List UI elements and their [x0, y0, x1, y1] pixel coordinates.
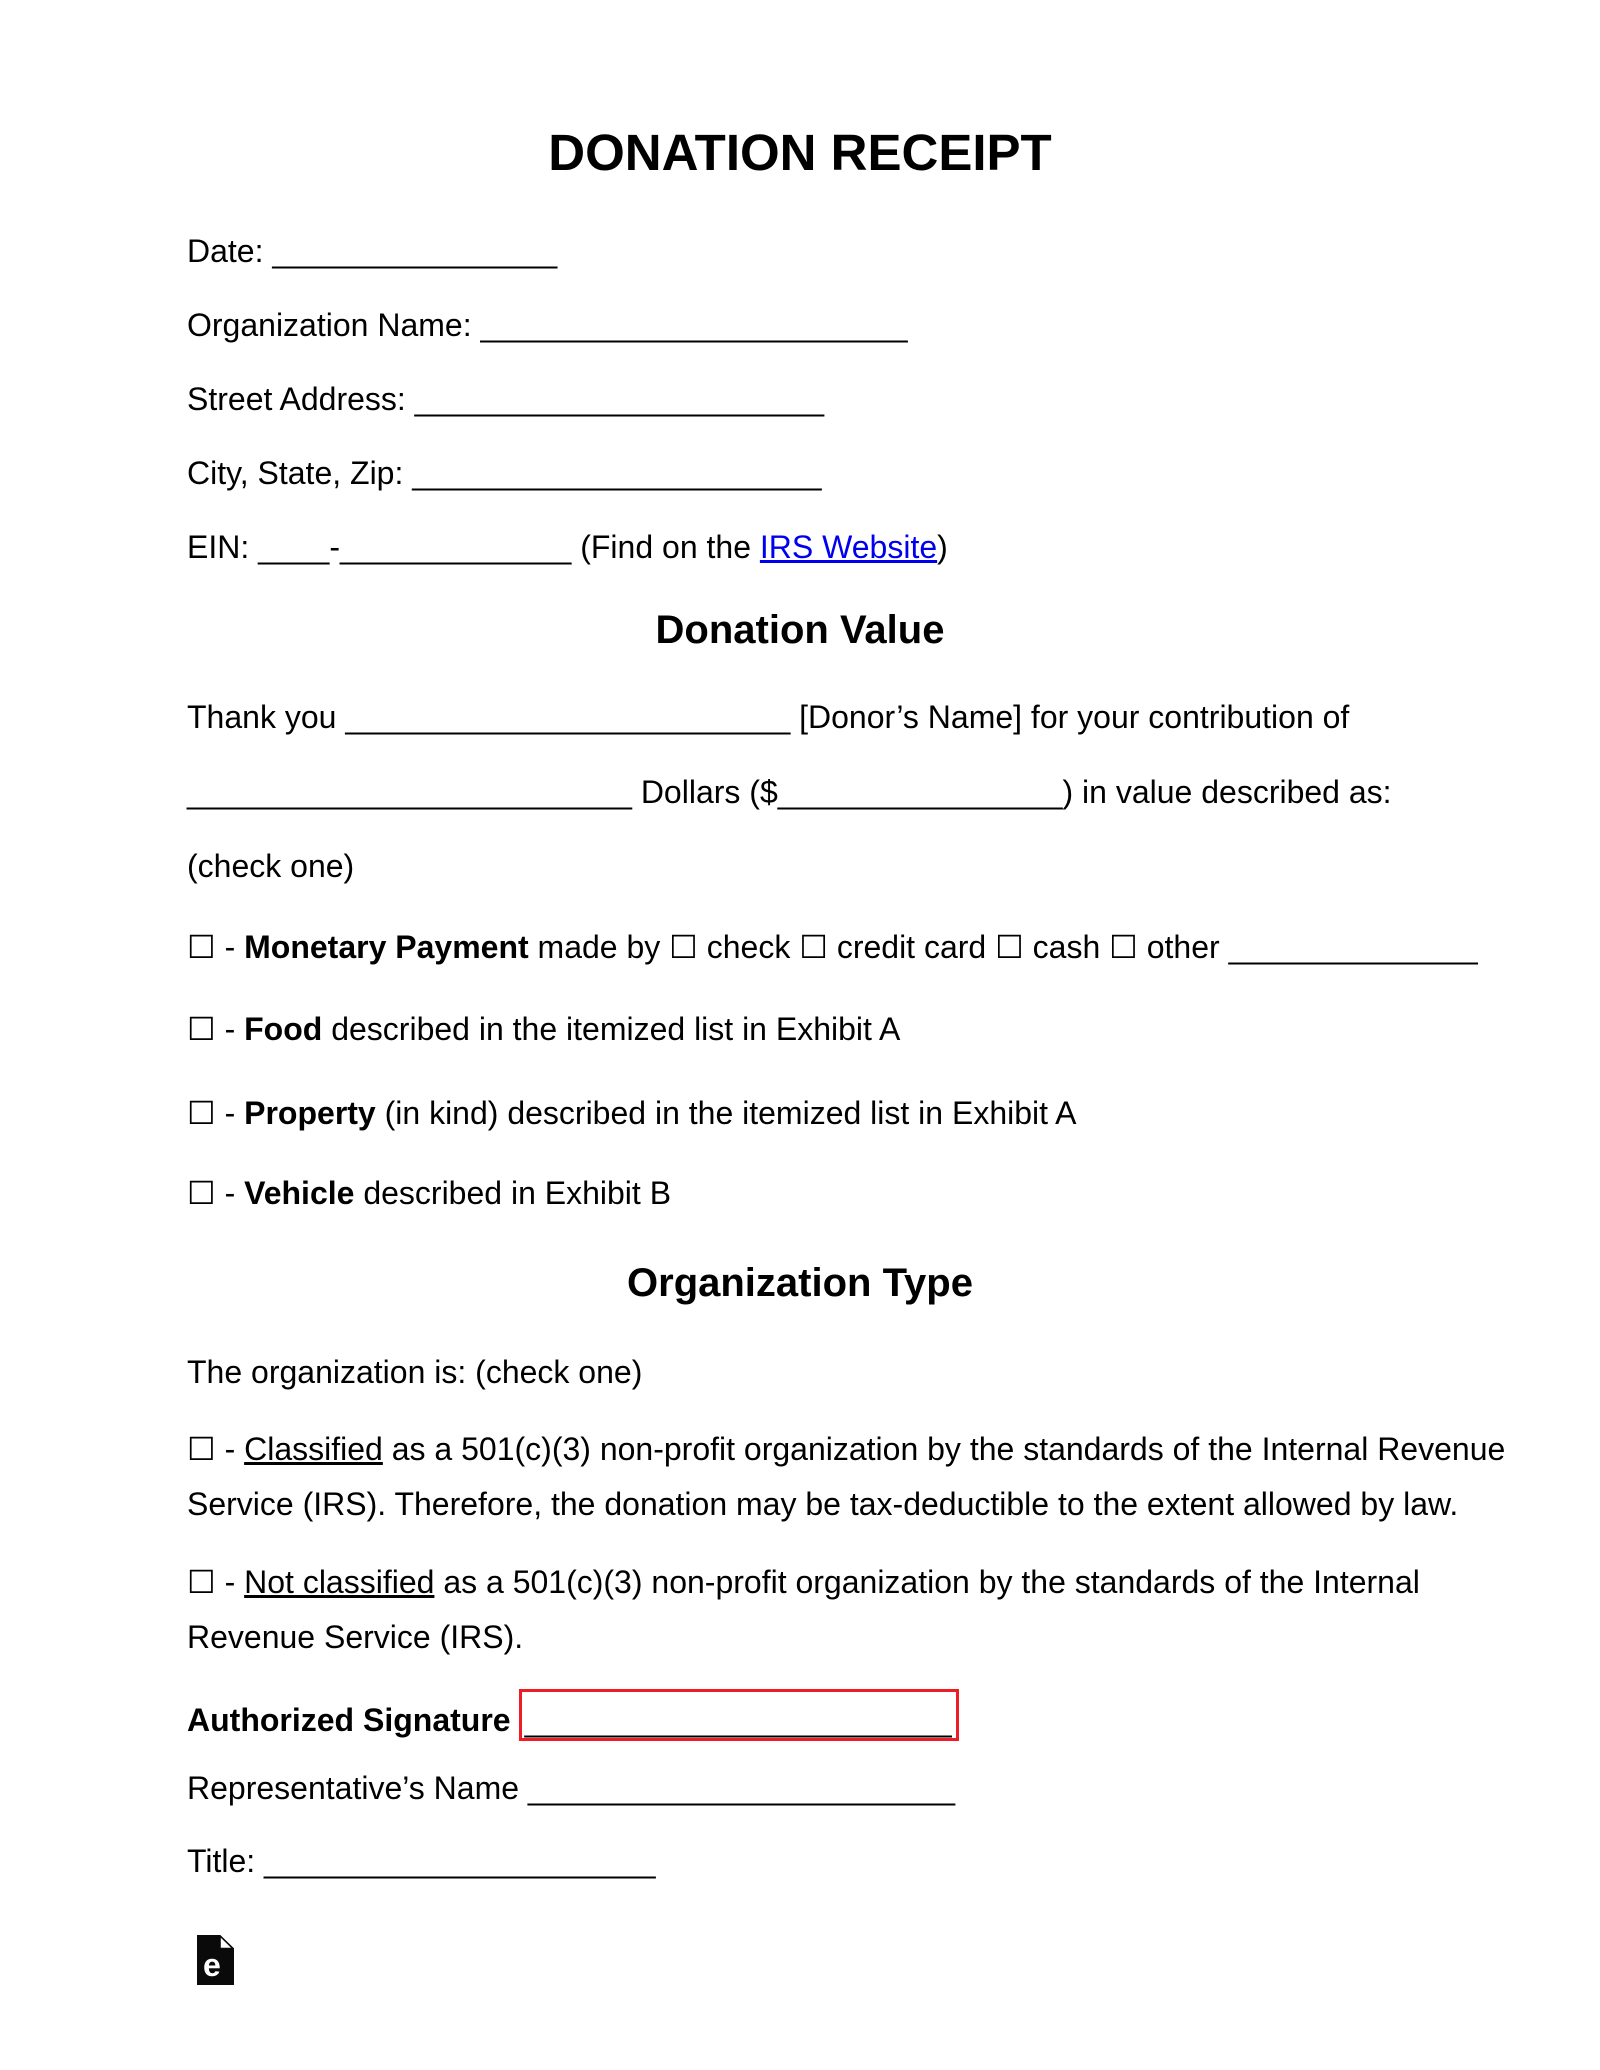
property-label: Property [244, 1095, 376, 1131]
food-checkbox-icon[interactable]: ☐ [187, 1010, 216, 1048]
ein-note-prefix: (Find on the [571, 529, 760, 565]
title-blank-field[interactable]: ______________________ [264, 1843, 656, 1879]
organization-is-line: The organization is: (check one) [187, 1354, 643, 1390]
classified-term: Classified [244, 1431, 383, 1467]
street-address-field-line [187, 372, 1413, 427]
eforms-logo-icon [197, 1935, 234, 1985]
logo-letter: e [203, 1947, 221, 1983]
classified-option-block [187, 1422, 1506, 1532]
made-by-text: made by [528, 929, 670, 965]
monetary-payment-label: Monetary Payment [244, 929, 529, 965]
vehicle-option-line [187, 1166, 1413, 1221]
street-address-blank-field[interactable]: _______________________ [414, 381, 824, 417]
amount-number-blank-field[interactable]: ________________ [777, 774, 1063, 810]
date-field-line [187, 224, 1413, 279]
organization-name-label: Organization Name: [187, 307, 481, 343]
cash-checkbox-icon[interactable]: ☐ [995, 928, 1024, 966]
date-label: Date: [187, 233, 273, 269]
vehicle-description: described in Exhibit B [354, 1175, 672, 1211]
ein-field-line [187, 520, 1413, 575]
credit-card-checkbox-icon[interactable]: ☐ [799, 928, 828, 966]
monetary-dash: - [215, 929, 245, 965]
property-checkbox-icon[interactable]: ☐ [187, 1094, 216, 1132]
amount-suffix-text: ) in value described as: [1062, 774, 1392, 810]
other-checkbox-icon[interactable]: ☐ [1109, 928, 1138, 966]
representative-name-label: Representative’s Name [187, 1770, 528, 1806]
thank-you-suffix: [Donor’s Name] for your contribution of [790, 699, 1350, 735]
property-description: (in kind) described in the itemized list in Exhibit A [375, 1095, 1077, 1131]
property-dash: - [215, 1095, 245, 1131]
other-label: other [1137, 929, 1229, 965]
monetary-payment-checkbox-icon[interactable]: ☐ [187, 928, 216, 966]
authorized-signature-label: Authorized Signature [187, 1702, 511, 1738]
logo-fold-corner [220, 1936, 233, 1949]
classified-option-line-2: Service (IRS). Therefore, the donation may be tax-deductible to the extent allowed by law. [187, 1486, 1459, 1522]
not-classified-checkbox-icon[interactable]: ☐ [187, 1563, 216, 1601]
organization-type-heading: Organization Type [627, 1261, 973, 1305]
organization-name-field-line [187, 298, 1413, 353]
not-classified-option-line-2: Revenue Service (IRS). [187, 1619, 524, 1655]
not-classified-text-line-1: as a 501(c)(3) non-profit organization by the standards of the Internal [434, 1564, 1420, 1600]
check-checkbox-icon[interactable]: ☐ [669, 928, 698, 966]
food-option-line [187, 1002, 1413, 1057]
classified-option-line-1 [187, 1422, 1506, 1477]
credit-card-label: credit card [827, 929, 996, 965]
check-label: check [697, 929, 800, 965]
title-field-line [187, 1834, 1413, 1889]
date-blank-field[interactable]: ________________ [272, 233, 558, 269]
property-option-line [187, 1086, 1413, 1141]
ein-hyphen: - [329, 529, 340, 565]
street-address-label: Street Address: [187, 381, 415, 417]
vehicle-checkbox-icon[interactable]: ☐ [187, 1174, 216, 1212]
title-label: Title: [187, 1843, 265, 1879]
cash-label: cash [1023, 929, 1110, 965]
city-state-zip-blank-field[interactable]: _______________________ [412, 455, 822, 491]
amount-words-blank-field[interactable]: _________________________ [187, 774, 632, 810]
city-state-zip-field-line [187, 446, 1413, 501]
amount-middle-text: Dollars ($ [631, 774, 778, 810]
classified-checkbox-icon[interactable]: ☐ [187, 1430, 216, 1468]
donation-value-heading: Donation Value [655, 608, 945, 652]
thank-you-line [187, 690, 1413, 745]
not-classified-option-line-1 [187, 1555, 1420, 1610]
irs-website-link[interactable]: IRS Website [759, 529, 938, 565]
ein-label: EIN: [187, 529, 259, 565]
not-classified-option-block [187, 1555, 1420, 1665]
not-classified-dash: - [215, 1564, 245, 1600]
check-one-note: (check one) [187, 848, 355, 884]
food-label: Food [244, 1011, 323, 1047]
city-state-zip-label: City, State, Zip: [187, 455, 413, 491]
food-description: described in the itemized list in Exhibit A [322, 1011, 901, 1047]
amount-line [187, 765, 1413, 820]
authorized-signature-line [187, 1689, 1413, 1748]
representative-name-line [187, 1761, 1413, 1816]
organization-name-blank-field[interactable]: ________________________ [480, 307, 908, 343]
classified-dash: - [215, 1431, 245, 1467]
ein-note-suffix: ) [937, 529, 948, 565]
classified-text-line-1: as a 501(c)(3) non-profit organization by the standards of the Internal Revenue [382, 1431, 1506, 1467]
not-classified-term: Not classified [244, 1564, 435, 1600]
donor-name-blank-field[interactable]: _________________________ [345, 699, 791, 735]
other-blank-field[interactable]: ______________ [1228, 929, 1478, 965]
vehicle-label: Vehicle [244, 1175, 355, 1211]
food-dash: - [215, 1011, 245, 1047]
document-title: DONATION RECEIPT [548, 124, 1052, 181]
thank-you-prefix: Thank you [187, 699, 346, 735]
ein-suffix-blank-field[interactable]: _____________ [339, 529, 572, 565]
representative-name-blank-field[interactable]: ________________________ [527, 1770, 956, 1806]
authorized-signature-field[interactable]: ________________________ [519, 1689, 959, 1741]
ein-prefix-blank-field[interactable]: ____ [258, 529, 330, 565]
vehicle-dash: - [215, 1175, 245, 1211]
monetary-payment-option-line [187, 920, 1478, 975]
